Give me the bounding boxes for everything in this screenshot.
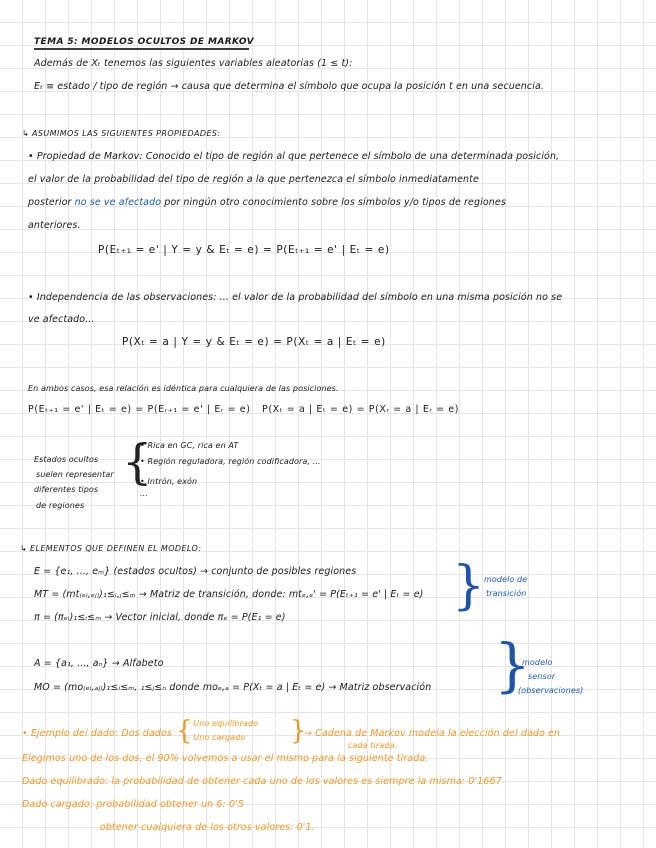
independence-formula: P(Xₜ = a | Y = y & Eₜ = e) = P(Xₜ = a | Eₜ = e)	[122, 336, 386, 348]
example-line-3: Dado equilibrado: la probabilidad de obtener cada uno de los valores es siempre la misma: 0'1667	[22, 776, 502, 787]
hidden-state-item-1: • Rica en GC, rica en AT	[140, 441, 239, 450]
title-underline	[34, 48, 249, 50]
markov-line-1: • Propiedad de Markov: Conocido el tipo de región al que pertenece el símbolo de una determinada posición,	[28, 151, 560, 162]
intro-line-2: Eₜ ≡ estado / tipo de región → causa que determina el símbolo que ocupa la posición t en una secuencia.	[34, 81, 545, 92]
markov-highlight: no se ve afectado	[74, 197, 162, 208]
left-brace-icon: {	[122, 434, 153, 490]
hidden-state-item-3: • Intrón, exón	[140, 477, 198, 486]
elements-heading: ↳ ELEMENTOS QUE DEFINEN EL MODELO:	[20, 544, 202, 553]
right-brace-icon: }	[494, 631, 531, 699]
example-line-4: Dado cargado: probabilidad obtener un 6: 0'5	[22, 799, 244, 810]
hidden-states-label-4: de regiones	[36, 501, 85, 510]
markov-line-3-after: por ningún otro conocimiento sobre los símbolos y/o tipos de regiones	[164, 197, 506, 208]
transition-line-3: π = (πₑᵢ)₁≤ᵢ≤ₘ → Vector inicial, donde πₑ = P(E₁ = e)	[34, 612, 286, 623]
example-arrow-text-2: cada tirada.	[348, 741, 398, 750]
hidden-states-label-3: diferentes tipos	[34, 485, 99, 494]
page-title: TEMA 5: MODELOS OCULTOS DE MARKOV	[34, 37, 254, 47]
right-brace-icon: }	[290, 716, 307, 746]
right-brace-icon: }	[452, 556, 486, 616]
independence-line-1: • Independencia de las observaciones: ... el valor de la probabilidad del símbolo en una misma posición no se	[28, 292, 563, 303]
markov-line-3	[28, 197, 506, 209]
sensor-line-1: A = {a₁, ..., aₙ} → Alfabeto	[34, 658, 164, 669]
transition-line-1: E = {e₁, ..., eₘ} (estados ocultos) → conjunto de posibles regiones	[34, 566, 357, 577]
example-line-2: Elegimos uno de los dos, el 90% volvemos a usar el mismo para la siguiente tirada.	[22, 753, 429, 764]
intro-line-1: Además de Xₜ tenemos las siguientes variables aleatorias (1 ≤ t):	[34, 58, 353, 69]
independence-line-2: ve afectado...	[28, 314, 95, 325]
dice-item-2: · Uno cargado	[188, 733, 246, 742]
example-arrow-text: → Cadena de Markov modela la elección del dado en	[304, 728, 561, 739]
markov-line-4: anteriores.	[28, 220, 81, 231]
both-cases-formula-left: P(Eₜ₊₁ = e' | Eₜ = e) = P(Eᵣ₊₁ = e' | Eᵣ = e)	[28, 404, 251, 415]
dice-item-1: · Uno equilibrado	[188, 719, 259, 728]
transition-annotation-2: transición	[486, 589, 527, 598]
both-cases-formula-right: P(Xₜ = a | Eₜ = e) = P(Xᵣ = a | Eᵣ = e)	[262, 404, 460, 415]
markov-line-2: el valor de la probabilidad del tipo de región a la que pertenezca el símbolo inmediatamente	[28, 174, 479, 185]
sensor-annotation-3: (observaciones)	[518, 686, 584, 695]
hidden-state-item-2: • Región reguladora, región codificadora, ...	[140, 457, 321, 466]
hidden-state-item-4: ...	[140, 489, 148, 498]
sensor-line-2: MO = (mo₍ₑᵢ,ₐⱼ₎)₁≤ᵢ≤ₘ, ₁≤ⱼ≤ₙ donde moₑ,ₐ = P(Xₜ = a | Eₜ = e) → Matriz observación	[34, 682, 432, 693]
left-brace-icon: {	[176, 716, 193, 746]
hidden-states-label-2: suelen representar	[36, 470, 114, 479]
hidden-states-label-1: Estados ocultos	[34, 455, 99, 464]
both-cases-line: En ambos casos, esa relación es idéntica para cualquiera de las posiciones.	[28, 384, 339, 393]
sensor-annotation-1: modelo	[522, 658, 553, 667]
markov-line-3-before: posterior	[28, 197, 72, 208]
example-line-5: obtener cualquiera de los otros valores: 0'1.	[100, 822, 315, 833]
transition-line-2: MT = (mt₍ₑᵢ,ₑⱼ₎)₁≤ᵢ,ⱼ≤ₘ → Matriz de transición, donde: mtₑ,ₑ' = P(Eₜ₊₁ = e' | Eₜ = e)	[34, 589, 424, 600]
transition-annotation-1: modelo de	[484, 575, 528, 584]
example-intro: • Ejemplo del dado: Dos dados	[22, 728, 172, 739]
properties-heading: ↳ ASUMIMOS LAS SIGUIENTES PROPIEDADES:	[22, 129, 221, 138]
markov-formula: P(Eₜ₊₁ = e' | Y = y & Eₜ = e) = P(Eₜ₊₁ = e' | Eₜ = e)	[98, 244, 390, 256]
sensor-annotation-2: sensor	[528, 672, 556, 681]
